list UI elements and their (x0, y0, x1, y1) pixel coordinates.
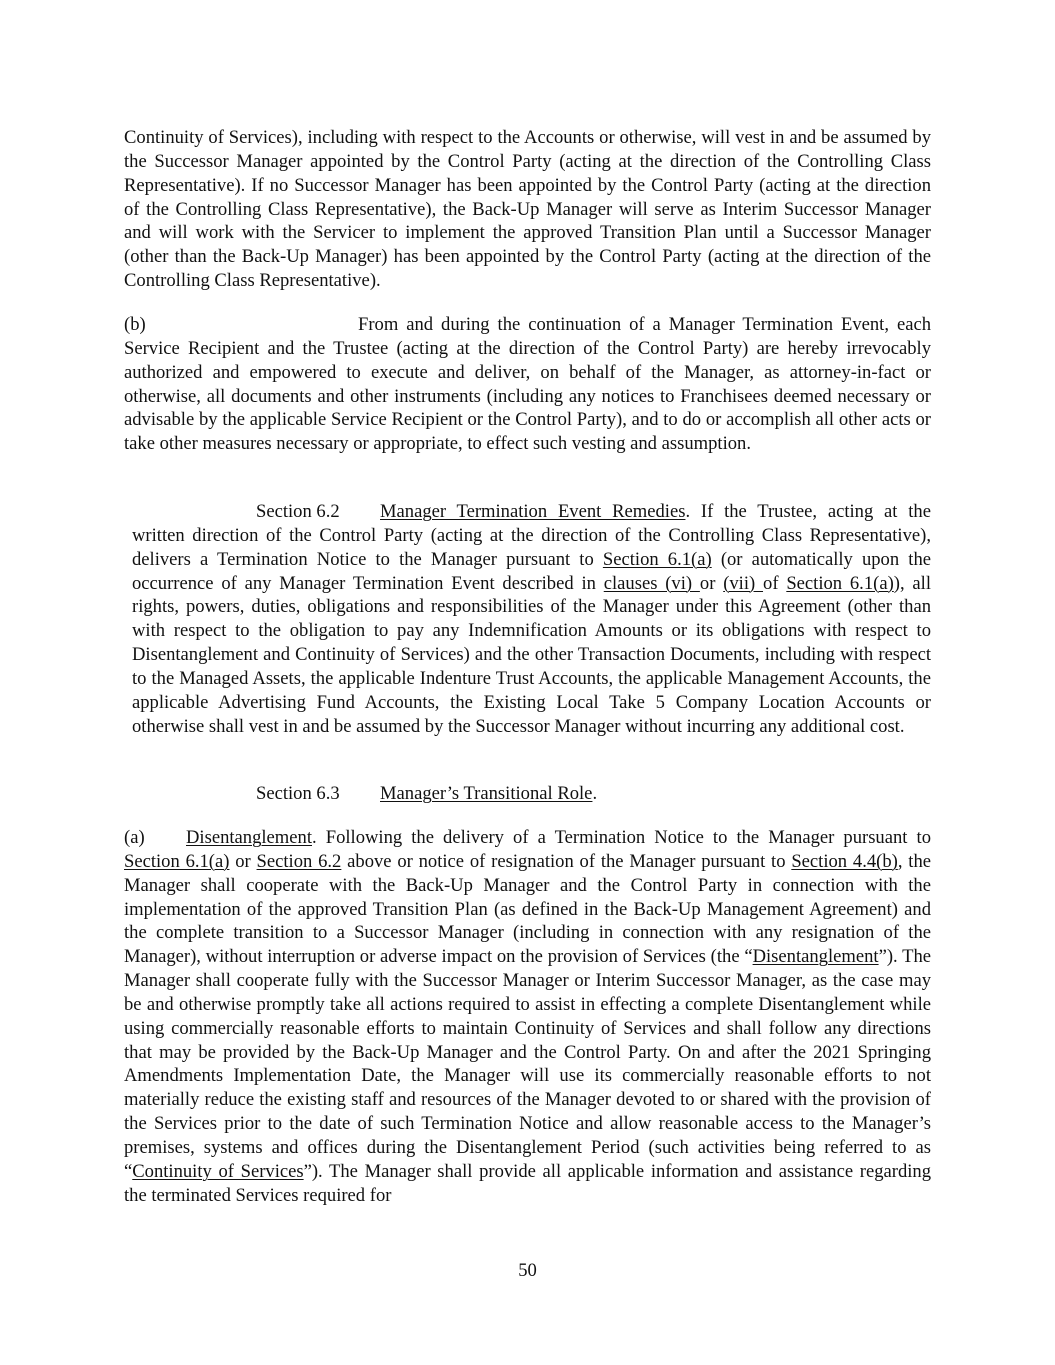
section-6-3-title: Manager’s Transitional Role (380, 783, 593, 804)
paragraph-text: Continuity of Services), including with respect to the Accounts or otherwise, will vest in and be assumed by the Successor Manager appointed by the Control Party (acting at the direction of the Controlling Class Representative). If no Successor Manager has been appointed by the Control Party (acting at the direction of the Controlling Class Representative), the Back-Up Manager will serve as Interim Successor Manager and will work with the Servicer to implement the approved Transition Plan until a Successor Manager (other than the Back-Up Manager) has been appointed by the Control Party (acting at the direction of the Controlling Class Representative). (124, 127, 931, 292)
cross-ref-section-6-1a-2: Section 6.1(a) (786, 572, 894, 594)
section-6-3-heading: Section 6.3 Manager’s Transitional Role. (256, 783, 598, 804)
paragraph-a-label: (a) (124, 827, 145, 848)
defined-term-continuity-of-services: Continuity of Services (132, 1160, 304, 1182)
section-6-2: Section 6.2 Manager Termination Event Remedies. If the Trustee, acting at the written direction of the Control Party (acting at the direction of the Controlling Class Representative), delivers a Termination Notice to the Manager pursuant to Section 6.1(a) (or automatically upon the occurrence of any Manager Termination Event described in clauses (vi) or (vii) of Section 6.1(a)), all rights, powers, duties, obligations and responsibilities of the Manager under this Agreement (other than with respect to the obligation to pay any Indemnification Amounts or its obligations with respect to Disentanglement and Continuity of Services) and the other Transaction Documents, including with respect to the Managed Assets, the applicable Indenture Trust Accounts, the applicable Management Accounts, the applicable Advertising Fund Accounts, the Existing Local Take 5 Company Location Accounts or otherwise shall vest in and be assumed by the Successor Manager without incurring any additional cost. (132, 501, 932, 737)
paragraph-a-heading: Disentanglement (186, 827, 312, 848)
cross-ref-section-4-4b: Section 4.4(b) (791, 850, 898, 872)
paragraph-a-disentanglement: (a) Disentanglement. Following the delivery of a Termination Notice to the Manager pursuant to Section 6.1(a) or Section 6.2 above or notice of resignation of the Manager pursuant to Section 4.4(b), the Manager shall cooperate with the Back-Up Manager and the Control Party in connection with the implementation of the approved Transition Plan (as defined in the Back-Up Management Agreement) and the complete transition to a Successor Manager (including in connection with any resignation of the Manager), without interruption or adverse impact on the provision of Services (the “Disentanglement”). The Manager shall cooperate fully with the Successor Manager or Interim Successor Manager, as the case may be and otherwise promptly take all actions required to assist in effecting a complete Disentanglement while using commercially reasonable efforts to maintain Continuity of Services and shall follow any directions that may be provided by the Back-Up Manager and the Control Party. On and after the 2021 Springing Amendments Implementation Date, the Manager will use its commercially reasonable efforts to not materially reduce the existing staff and resources of the Manager devoted to or shared with the provision of the Services prior to the date of such Termination Notice and allow reasonable access to the Manager’s premises, systems and offices during the Disentanglement Period (such activities being referred to as “Continuity of Services”). The Manager shall provide all applicable information and assistance regarding the terminated Services required for (124, 827, 931, 1206)
page-number: 50 (518, 1260, 537, 1281)
paragraph-b-text: From and during the continuation of a Manager Termination Event, each Service Recipient and the Trustee (acting at the direction of the Control Party) are hereby irrevocably authorized and empowered to execute and deliver, on behalf of the Manager, as attorney-in-fact or otherwise, all documents and other instruments (including any notices to Franchisees deemed necessary or advisable by the applicable Service Recipient or the Control Party), and to do or accomplish all other acts or take other measures necessary or appropriate, to effect such vesting and assumption. (124, 314, 931, 455)
section-6-3-number: Section 6.3 (256, 783, 340, 804)
defined-term-disentanglement: Disentanglement (752, 946, 879, 968)
cross-ref-section-6-2: Section 6.2 (256, 850, 342, 872)
paragraph-continuation (124, 126, 931, 293)
cross-ref-clauses-vi: clauses (vi) (603, 572, 700, 594)
cross-ref-section-6-1a-3: Section 6.1(a) (124, 850, 230, 872)
paragraph-b (124, 313, 931, 456)
cross-ref-section-6-1a: Section 6.1(a) (602, 548, 712, 570)
cross-ref-clause-vii: (vii) (723, 572, 764, 594)
paragraph-b-label: (b) (124, 314, 146, 335)
section-6-2-title: Manager Termination Event Remedies (380, 501, 686, 522)
section-6-2-number: Section 6.2 (256, 501, 340, 522)
